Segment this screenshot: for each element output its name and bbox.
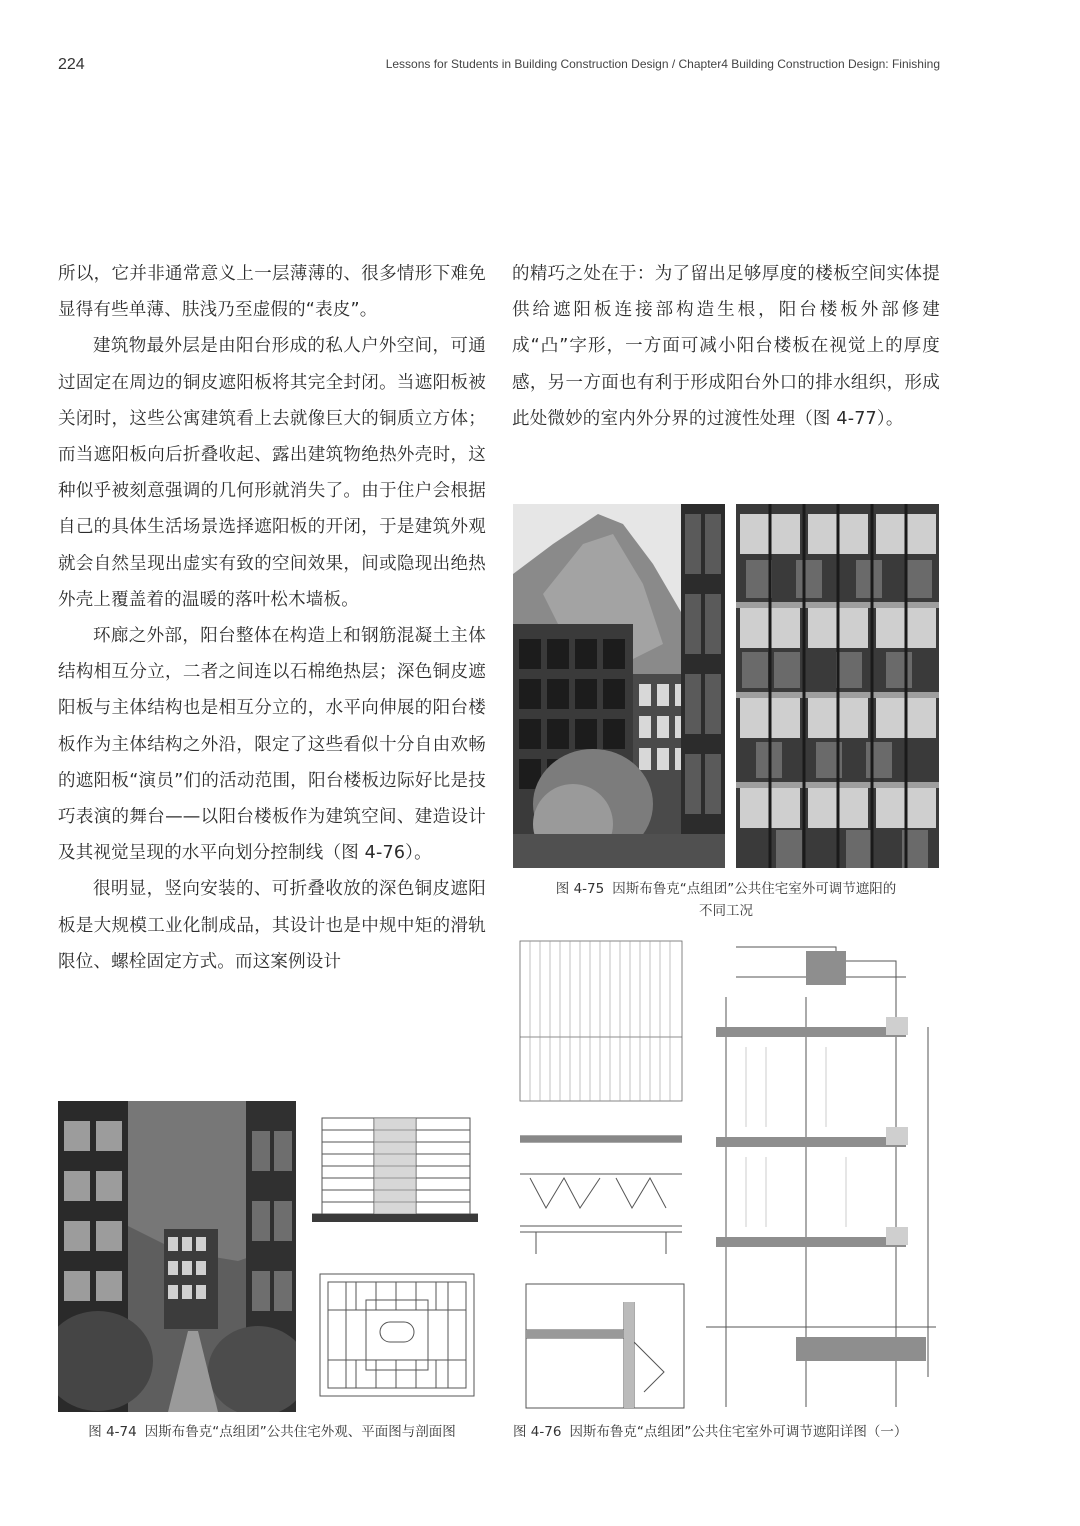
paragraph-2: 建筑物最外层是由阳台形成的私人户外空间，可通过固定在周边的铜皮遮阳板将其完全封闭。当遮阳板被关闭时，这些公寓建筑看上去就像巨大的铜质立方体；而当遮阳板向后折叠收起、露出建筑物绝热外壳时，这种似乎被刻意强调的几何形就消失了。由于住户会根据自己的具体生活场景选择遮阳板的开闭，于是建筑外观就会自然呈现出虚实有致的空间效果，间或隐现出绝热外壳上覆盖着的温暖的落叶松木墙板。: [58, 336, 486, 610]
running-head: Lessons for Students in Building Construction Design / Chapter4 Building Construction Design: Finishing: [385, 57, 940, 71]
fig-4-74-plan-drawing: [316, 1270, 478, 1400]
fig-4-74-photo-exterior: [58, 1101, 296, 1412]
left-text-column: [58, 256, 486, 980]
page-number: 224: [58, 56, 85, 73]
fig-4-74-number: 图 4-74: [88, 1424, 137, 1440]
fig-4-76-caption-text: 因斯布鲁克“点组团”公共住宅室外可调节遮阳详图（一）: [569, 1424, 908, 1440]
fig-4-76-caption: [513, 1421, 943, 1443]
right-text-column: [512, 256, 940, 437]
fig-4-75-photo-mountain: [513, 504, 725, 868]
fig-4-76-elevation-drawing: [516, 937, 686, 1105]
paragraph-5: 的精巧之处在于：为了留出足够厚度的楼板空间实体提供给遮阳板连接部构造生根，阳台楼板外部修建成“凸”字形，一方面可减小阳台楼板在视觉上的厚度感，另一方面也有利于形成阳台外口的排水组织，形成此处微妙的室内外分界的过渡性处理（图 4-77）。: [512, 264, 940, 429]
fig-4-76-connection-detail: [524, 1282, 686, 1410]
fig-4-75-photo-facade: [736, 504, 939, 868]
fig-4-76-plan-details: [516, 1108, 686, 1280]
paragraph-1: 所以，它并非通常意义上一层薄薄的、很多情形下难免显得有些单薄、肤浅乃至虚假的“表皮”。: [58, 264, 486, 321]
paragraph-4: 很明显，竖向安装的、可折叠收放的深色铜皮遮阳板是大规模工业化制成品，其设计也是中规中矩的滑轨限位、螺栓固定方式。而这案例设计: [58, 879, 486, 972]
fig-4-76-section-detail: [696, 937, 940, 1410]
fig-4-75-caption: [513, 878, 939, 922]
fig-4-76-number: 图 4-76: [513, 1424, 562, 1440]
fig-4-75-caption-line1: 因斯布鲁克“点组团”公共住宅室外可调节遮阳的: [612, 881, 897, 897]
fig-4-75-number: 图 4-75: [555, 881, 605, 897]
paragraph-3: 环廊之外部，阳台整体在构造上和钢筋混凝土主体结构相互分立，二者之间连以石棉绝热层；深色铜皮遮阳板与主体结构也是相互分立的，水平向伸展的阳台楼板作为主体结构之外沿，限定了这些看似十分自由欢畅的遮阳板“演员”们的活动范围，阳台楼板边际好比是技巧表演的舞台——以阳台楼板作为建筑空间、建造设计及其视觉呈现的水平向划分控制线（图 4-76）。: [58, 626, 486, 864]
fig-4-74-section-drawing: [312, 1112, 478, 1228]
fig-4-75-caption-line2: 不同工况: [699, 903, 753, 919]
fig-4-74-caption-text: 因斯布鲁克“点组团”公共住宅外观、平面图与剖面图: [144, 1424, 456, 1440]
fig-4-74-caption: [58, 1421, 486, 1443]
